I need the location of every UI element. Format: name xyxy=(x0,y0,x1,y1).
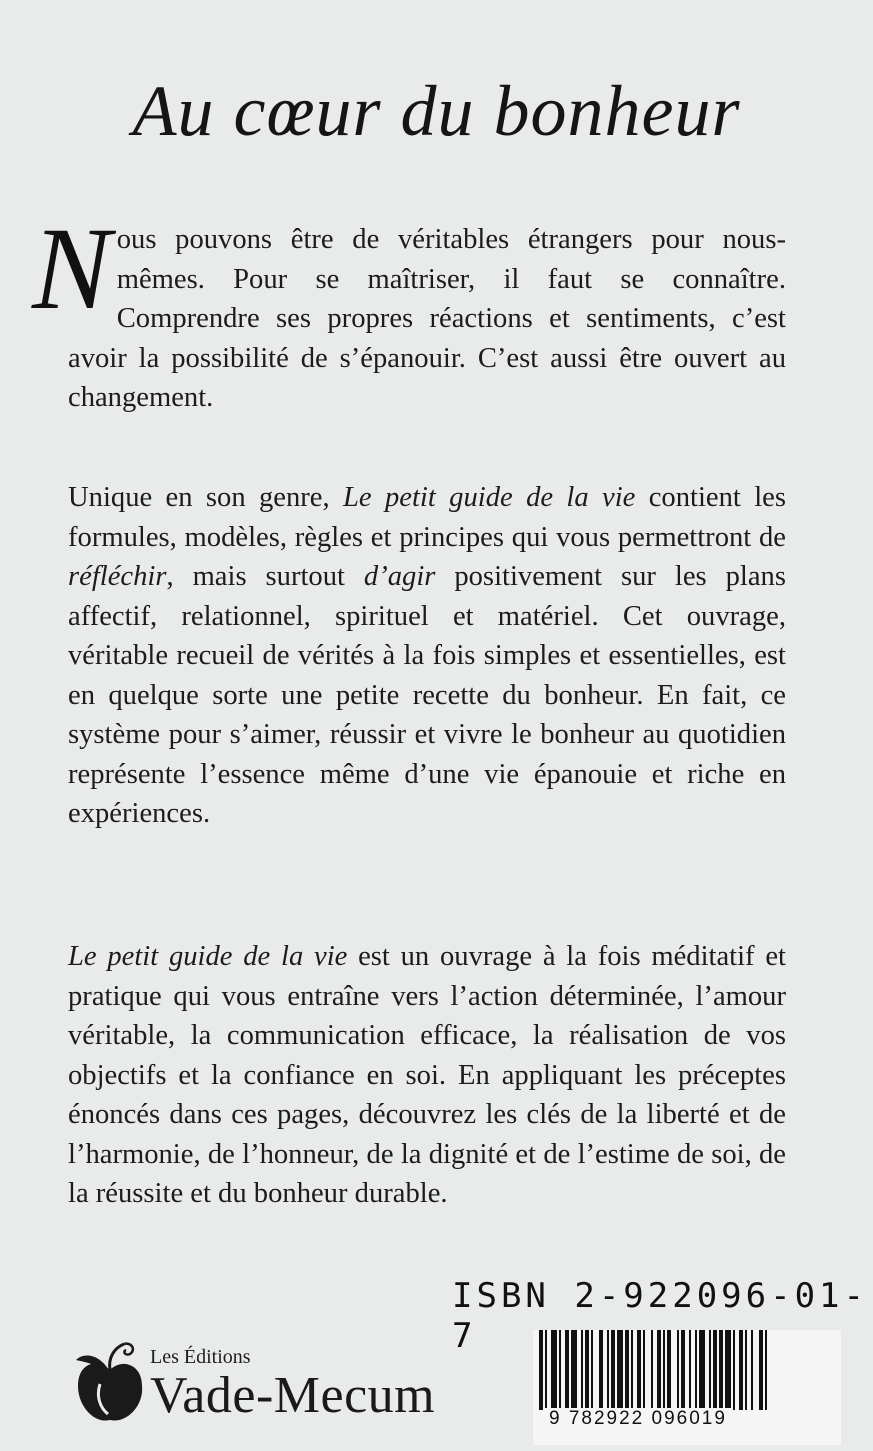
barcode-bar xyxy=(611,1330,615,1410)
publisher-logo-icon xyxy=(70,1340,150,1430)
barcode-bar xyxy=(713,1330,717,1410)
publisher-name: Vade-Mecum xyxy=(150,1367,436,1424)
paragraph-intro-text: ous pouvons être de véritables étrangers pour nous-mêmes. Pour se maîtriser, il faut se connaître. Comprendre ses propres réactions et sentiments, c’est avoir la possibilité de s’épanouir. C’est aussi être ouvert au changement. xyxy=(68,224,786,413)
barcode-bar xyxy=(725,1330,731,1410)
barcode-bar xyxy=(719,1330,723,1410)
barcode-bar xyxy=(539,1330,543,1410)
barcode-bar xyxy=(545,1330,547,1410)
barcode-bar xyxy=(581,1330,583,1410)
barcode-bar xyxy=(699,1330,705,1410)
barcode-bar xyxy=(643,1330,645,1410)
book-title: Au cœur du bonheur xyxy=(132,71,741,151)
barcode-bar xyxy=(739,1330,743,1410)
paragraph-intro xyxy=(32,203,786,418)
barcode-bar xyxy=(677,1330,679,1410)
barcode-bar xyxy=(695,1330,697,1410)
barcode-bar xyxy=(667,1330,671,1410)
publisher-label: Les Éditions xyxy=(150,1346,251,1368)
text-segment: est un ouvrage à la fois méditatif et pratique qui vous entraîne vers l’action déterminée, l’amour véritable, la communication efficace, la réalisation de vos objectifs et la confiance en soi. En appliquant les préceptes énoncés dans ces pages, découvrez les clés de la liberté et de l’harmonie, de l’honneur, de la dignité et de l’estime de soi, de la réussite et du bonheur durable. xyxy=(68,941,786,1209)
barcode-bar xyxy=(591,1330,593,1410)
barcode-bar xyxy=(631,1330,633,1410)
text-segment: Unique en son genre, xyxy=(68,482,344,513)
barcode-digits: 9 782922 096019 xyxy=(545,1408,731,1430)
barcode-bar xyxy=(759,1330,763,1410)
barcode-bar xyxy=(745,1330,747,1410)
barcode-bar xyxy=(663,1330,665,1410)
book-title-italic: Le petit guide de la vie xyxy=(68,941,348,972)
barcode-bar xyxy=(625,1330,629,1410)
paragraph-description xyxy=(68,478,786,834)
barcode-bar xyxy=(651,1330,653,1410)
barcode-bar xyxy=(571,1330,577,1410)
barcode-bars xyxy=(537,1330,837,1410)
text-segment: contient les formules, modèles, règles et principes qui vous permettront de xyxy=(68,482,786,553)
drop-cap: N xyxy=(32,203,111,334)
isbn-number: ISBN 2-922096-01-7 xyxy=(452,1276,868,1356)
text-segment: positivement sur les plans affectif, relationnel, spirituel et matériel. Cet ouvrage, véritable recueil de vérités à la fois simples et essentielles, est en quelque sorte une petite recette du bonheur. En fait, ce système pour s’aimer, réussir et vivre le bonheur au quotidien représente l’essence même d’une vie épanouie et riche en expériences. xyxy=(68,561,786,829)
barcode-bar xyxy=(607,1330,609,1410)
book-title-italic: Le petit guide de la vie xyxy=(343,482,636,513)
barcode-bar xyxy=(751,1330,753,1410)
barcode-bar xyxy=(617,1330,623,1410)
barcode-bar xyxy=(681,1330,685,1410)
barcode-bar xyxy=(765,1330,767,1410)
barcode-bar xyxy=(599,1330,603,1410)
barcode-bar xyxy=(551,1330,557,1410)
barcode-bar xyxy=(709,1330,711,1410)
paragraph-conclusion xyxy=(68,937,786,1214)
barcode-bar xyxy=(637,1330,641,1410)
barcode-bar xyxy=(559,1330,561,1410)
barcode-bar xyxy=(733,1330,735,1410)
barcode-bar xyxy=(689,1330,691,1410)
barcode-bar xyxy=(657,1330,661,1410)
barcode-bar xyxy=(585,1330,589,1410)
emphasis-agir: d’agir xyxy=(363,561,436,592)
barcode-bar xyxy=(565,1330,569,1410)
text-segment: , mais surtout xyxy=(166,561,364,592)
emphasis-reflechir: réfléchir xyxy=(68,561,167,592)
